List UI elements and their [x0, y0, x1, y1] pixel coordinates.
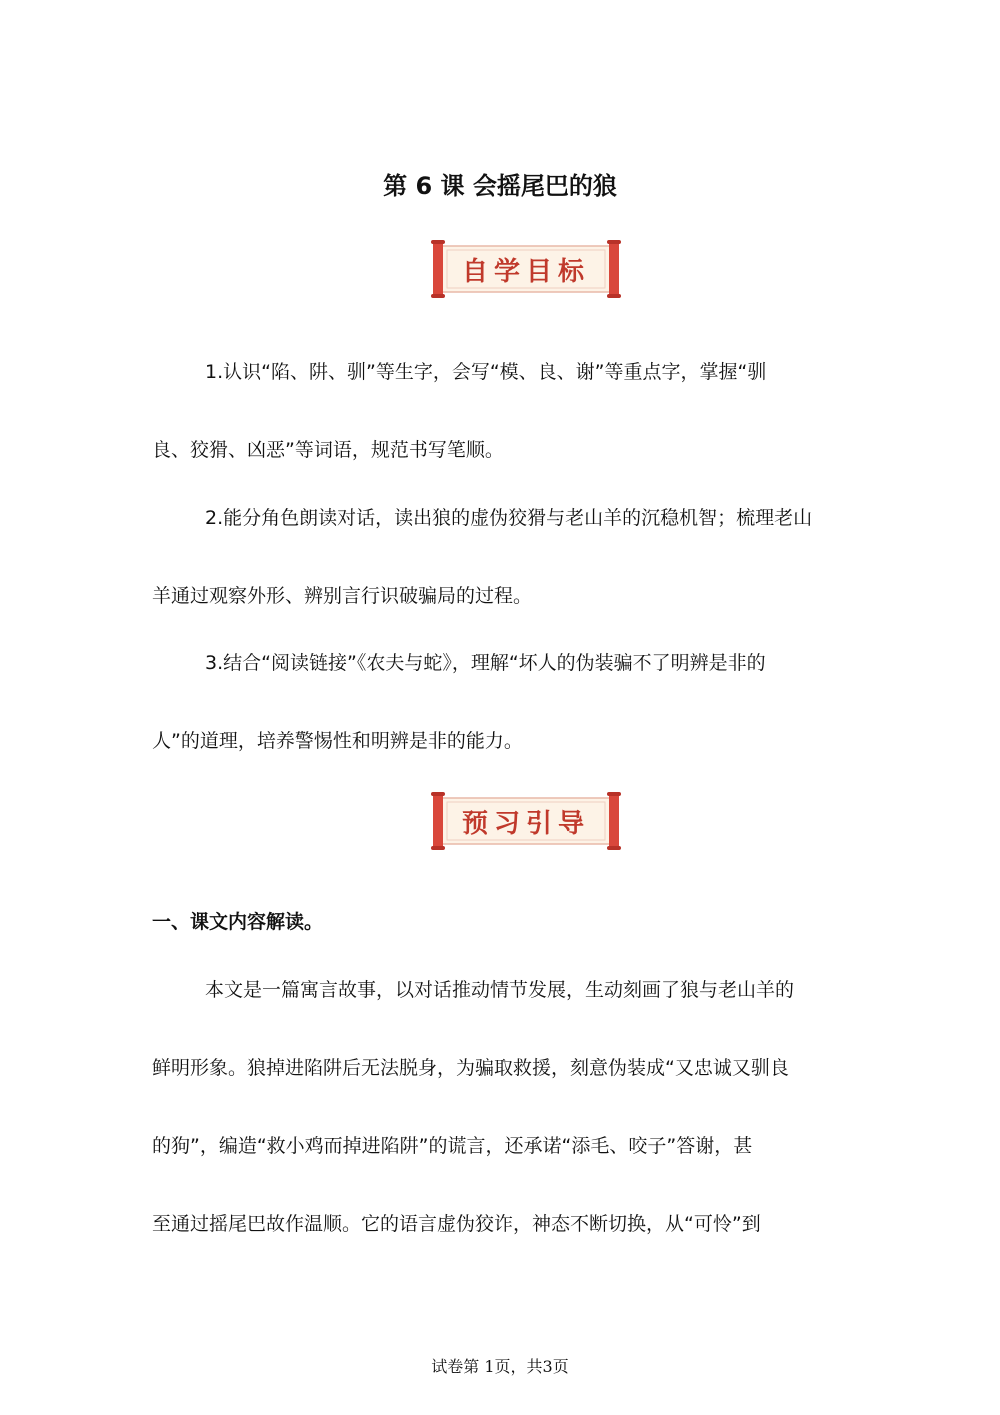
- goal-3-line-2: 人”的道理，培养警惕性和明辨是非的能力。: [152, 730, 523, 752]
- goal-2-line-1: 2.能分角色朗读对话，读出狼的虚伪狡猾与老山羊的沉稳机智；梳理老山: [205, 507, 813, 529]
- page-footer: 试卷第 1页，共3页: [431, 1357, 569, 1376]
- goal-1-line-1: 1.认识“陷、阱、驯”等生字，会写“模、良、谢”等重点字，掌握“驯: [205, 361, 767, 383]
- body-line-4: 至通过摇尾巴故作温顺。它的语言虚伪狡诈，神态不断切换，从“可怜”到: [152, 1213, 761, 1235]
- goal-item-3: [152, 651, 852, 753]
- page-title: 第 6 课 会摇尾巴的狼: [383, 172, 617, 200]
- section-heading: 一、课文内容解读。: [152, 911, 324, 933]
- goals-banner: [430, 240, 622, 298]
- goal-3-line-1: 3.结合“阅读链接”《农夫与蛇》，理解“坏人的伪装骗不了明辨是非的: [205, 652, 766, 674]
- body-line-2: 鲜明形象。狼掉进陷阱后无法脱身，为骗取救援，刻意伪装成“又忠诚又驯良: [152, 1057, 789, 1079]
- goal-item-1: [152, 360, 852, 462]
- body-line-3: 的狗”，编造“救小鸡而掉进陷阱”的谎言，还承诺“添毛、咬子”答谢，甚: [152, 1135, 753, 1157]
- preview-banner: [430, 792, 622, 850]
- preview-banner-label: 预习引导: [461, 808, 590, 839]
- section-body: [152, 978, 852, 1236]
- goal-1-line-2: 良、狡猾、凶恶”等词语，规范书写笔顺。: [152, 439, 504, 461]
- goal-2-line-2: 羊通过观察外形、辨别言行识破骗局的过程。: [152, 585, 533, 607]
- goal-item-2: [152, 506, 852, 608]
- body-line-1: 本文是一篇寓言故事，以对话推动情节发展，生动刻画了狼与老山羊的: [205, 979, 795, 1001]
- goals-banner-label: 自学目标: [461, 256, 590, 287]
